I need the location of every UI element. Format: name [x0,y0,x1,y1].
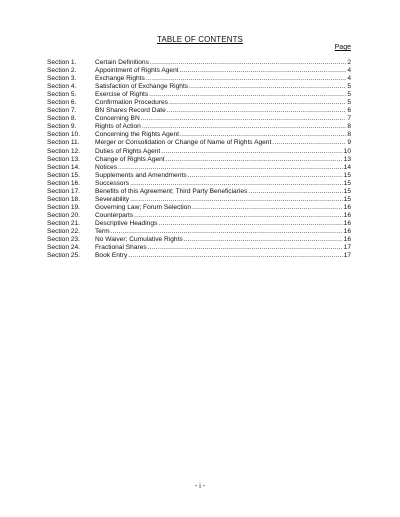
toc-dot-leader [180,67,347,75]
toc-entry [47,123,351,131]
toc-section-number: Section 5. [47,91,77,99]
toc-section-title: Benefits of this Agreement; Third Party Beneficiaries [95,187,248,195]
toc-entry [47,228,351,236]
toc-page-number: 15 [343,187,351,195]
toc-entry [47,164,351,172]
footer-page-number: - i - [194,483,206,490]
toc-section-number: Section 13. [47,155,80,163]
toc-entry [47,83,351,91]
toc-page-number: 4 [347,67,351,75]
toc-list [47,59,351,260]
toc-section-number: Section 21. [47,219,80,227]
toc-section-title: Fractional Shares [95,244,147,252]
toc-section-title: Supplements and Amendments [95,171,187,179]
toc-section-title: Duties of Rights Agent [95,147,161,155]
toc-section-title: Confirmation Procedures [95,99,168,107]
toc-page-number: 15 [343,171,351,179]
toc-section-title: Counterparts [95,211,134,219]
toc-section-number: Section 25. [47,252,80,260]
toc-dot-leader [149,91,346,99]
toc-page-number: 8 [347,123,351,131]
toc-page-number: 16 [343,211,351,219]
toc-entry [47,75,351,83]
toc-entry [47,115,351,123]
toc-section-number: Section 9. [47,123,77,131]
toc-entry [47,59,351,67]
toc-section-title: Change of Rights Agent [95,155,165,163]
toc-page-number: 16 [343,203,351,211]
toc-section-number: Section 1. [47,59,77,66]
toc-entry [47,180,351,188]
toc-page-number: 17 [343,244,351,252]
toc-dot-leader [128,252,342,260]
toc-section-number: Section 23. [47,236,80,244]
toc-section-number: Section 6. [47,99,77,107]
toc-dot-leader [189,83,346,91]
toc-section-title: Exercise of Rights [95,91,149,99]
toc-dot-leader [166,156,343,164]
toc-dot-leader [192,204,343,212]
toc-section-title: Severability [95,195,130,203]
toc-entry [47,204,351,212]
toc-page-number: 5 [347,91,351,99]
toc-section-number: Section 10. [47,131,80,139]
toc-section-number: Section 11. [47,139,80,147]
toc-dot-leader [130,180,343,188]
toc-section-title: Descriptive Headings [95,219,158,227]
toc-dot-leader [272,139,346,147]
toc-section-title: Rights of Action [95,123,141,131]
toc-entry [47,91,351,99]
toc-entry [47,212,351,220]
toc-section-number: Section 8. [47,115,77,123]
toc-section-number: Section 2. [47,67,77,75]
toc-dot-leader [111,228,343,236]
toc-dot-leader [184,236,343,244]
toc-section-number: Section 18. [47,195,80,203]
toc-page-number: 5 [347,99,351,107]
toc-page-number: 14 [343,163,351,171]
toc-section-number: Section 17. [47,187,80,195]
toc-entry [47,67,351,75]
toc-entry [47,139,351,147]
toc-dot-leader [142,123,347,131]
toc-page-number: 15 [343,195,351,203]
toc-entry [47,252,351,260]
toc-entry [47,99,351,107]
toc-section-number: Section 7. [47,107,77,115]
toc-section-title: Book Entry [95,252,128,260]
toc-section-title: Term [95,227,110,235]
toc-page-number: 7 [347,115,351,123]
toc-dot-leader [130,196,343,204]
toc-section-title: Satisfaction of Exchange Rights [95,83,189,91]
toc-entry [47,156,351,164]
toc-entry [47,172,351,180]
toc-page-number: 17 [343,252,351,260]
toc-entry [47,220,351,228]
toc-dot-leader [118,164,343,172]
toc-entry [47,188,351,196]
toc-page-number: 2 [347,59,351,66]
toc-dot-leader [188,172,343,180]
toc-page-number: 15 [343,179,351,187]
toc-entry [47,131,351,139]
toc-dot-leader [146,75,346,83]
toc-section-title: Governing Law; Forum Selection [95,203,192,211]
toc-entry [47,107,351,115]
toc-section-number: Section 12. [47,147,80,155]
toc-section-title: Merger or Consolidation or Change of Name of Rights Agent [95,139,272,147]
toc-section-title: BN Shares Record Date [95,107,166,115]
toc-dot-leader [161,148,342,156]
toc-dot-leader [169,99,346,107]
toc-section-title: Concerning the Rights Agent [95,131,179,139]
toc-dot-leader [134,212,343,220]
toc-page-number: 16 [343,219,351,227]
toc-section-title: Appointment of Rights Agent [95,67,179,75]
toc-entry [47,148,351,156]
toc-section-title: Certain Definitions [95,59,149,66]
toc-section-number: Section 15. [47,171,80,179]
toc-section-number: Section 3. [47,75,77,83]
toc-page-number: 13 [343,155,351,163]
page-column-header: Page [334,44,351,51]
toc-section-title: Concerning BN [95,115,140,123]
toc-dot-leader [141,115,347,123]
toc-page-number: 9 [347,139,351,147]
toc-page-number: 8 [347,131,351,139]
toc-section-title: Successors [95,179,130,187]
toc-entry [47,244,351,252]
toc-page-number: 6 [347,107,351,115]
toc-entry [47,196,351,204]
toc-section-number: Section 24. [47,244,80,252]
toc-page-number: 16 [343,236,351,244]
toc-section-number: Section 20. [47,211,80,219]
toc-dot-leader [158,220,342,228]
toc-section-number: Section 4. [47,83,77,91]
toc-section-title: Exchange Rights [95,75,145,83]
toc-dot-leader [180,131,346,139]
toc-section-number: Section 16. [47,179,80,187]
toc-section-number: Section 14. [47,163,80,171]
toc-section-number: Section 19. [47,203,80,211]
toc-section-title: No Waiver; Cumulative Rights [95,236,183,244]
toc-page-number: 5 [347,83,351,91]
toc-dot-leader [248,188,342,196]
toc-page-number: 16 [343,227,351,235]
toc-dot-leader [148,244,343,252]
toc-title: TABLE OF CONTENTS [156,35,243,44]
toc-page-number: 10 [343,147,351,155]
toc-section-title: Notices [95,163,117,171]
toc-dot-leader [167,107,347,115]
toc-section-number: Section 22. [47,227,80,235]
toc-entry [47,236,351,244]
toc-page-number: 4 [347,75,351,83]
toc-dot-leader [150,59,346,67]
